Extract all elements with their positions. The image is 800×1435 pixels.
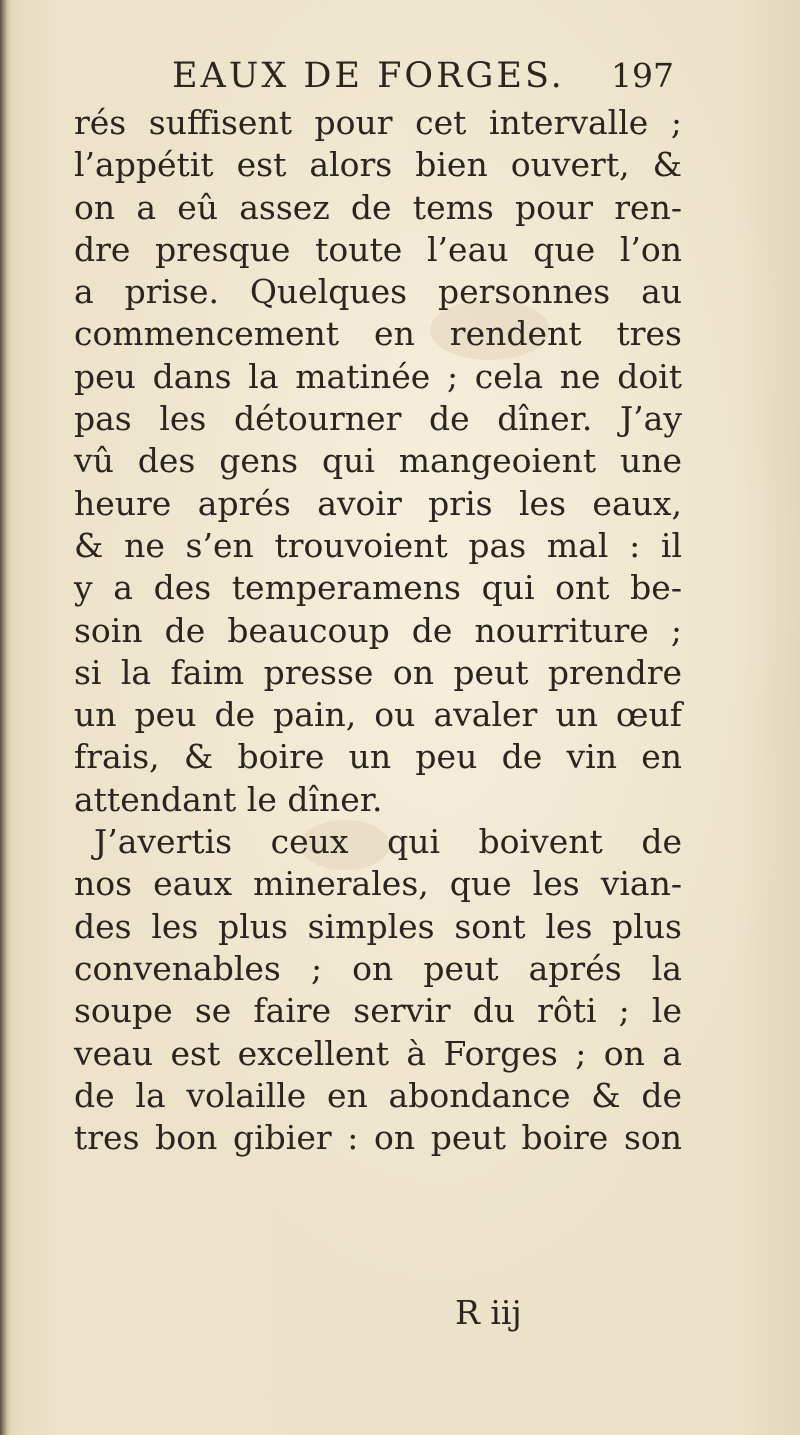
text-line: vû des gens qui mangeoient une [74,441,682,481]
text-line: l’appétit est alors bien ouvert, & [74,145,682,185]
text-line: & ne s’en trouvoient pas mal : il [74,525,682,565]
signature-mark: R iij [455,1293,522,1332]
text-line: pas les détourner de dîner. J’ay [74,399,682,439]
text-line: peu dans la matinée ; cela ne doit [74,356,682,396]
text-line: soin de beaucoup de nourriture ; [74,610,682,650]
text-line: soupe se faire servir du rôti ; le [74,991,682,1031]
text-line: frais, & boire un peu de vin en [74,737,682,777]
text-line: on a eû assez de tems pour ren- [74,187,682,227]
text-line: tres bon gibier : on peut boire son [74,1118,682,1158]
text-line: nos eaux minerales, que les vian- [74,864,682,904]
body-text [74,102,682,1159]
paragraph-start-line: J’avertis ceux qui boivent de [94,822,682,862]
text-line: a prise. Quelques personnes au [74,272,682,312]
page-number: 197 [611,56,674,95]
paragraph-end-line: attendant le dîner. [74,779,383,819]
text-line: si la faim presse on peut prendre [74,652,682,692]
text-line: rés suffisent pour cet intervalle ; [74,103,682,142]
text-line: de la volaille en abondance & de [74,1075,682,1115]
text-line: des les plus simples sont les plus [74,906,682,946]
running-head [72,46,682,110]
running-title: EAUX DE FORGES. [172,56,565,96]
text-line: veau est excellent à Forges ; on a [74,1033,682,1073]
binding-gutter [0,0,10,1435]
text-line: convenables ; on peut aprés la [74,948,682,988]
text-line: dre presque toute l’eau que l’on [74,229,682,269]
text-line: commencement en rendent tres [74,314,682,354]
text-line: y a des temperamens qui ont be- [74,568,682,608]
text-line: heure aprés avoir pris les eaux, [74,483,682,523]
text-line: un peu de pain, ou avaler un œuf [74,695,682,735]
